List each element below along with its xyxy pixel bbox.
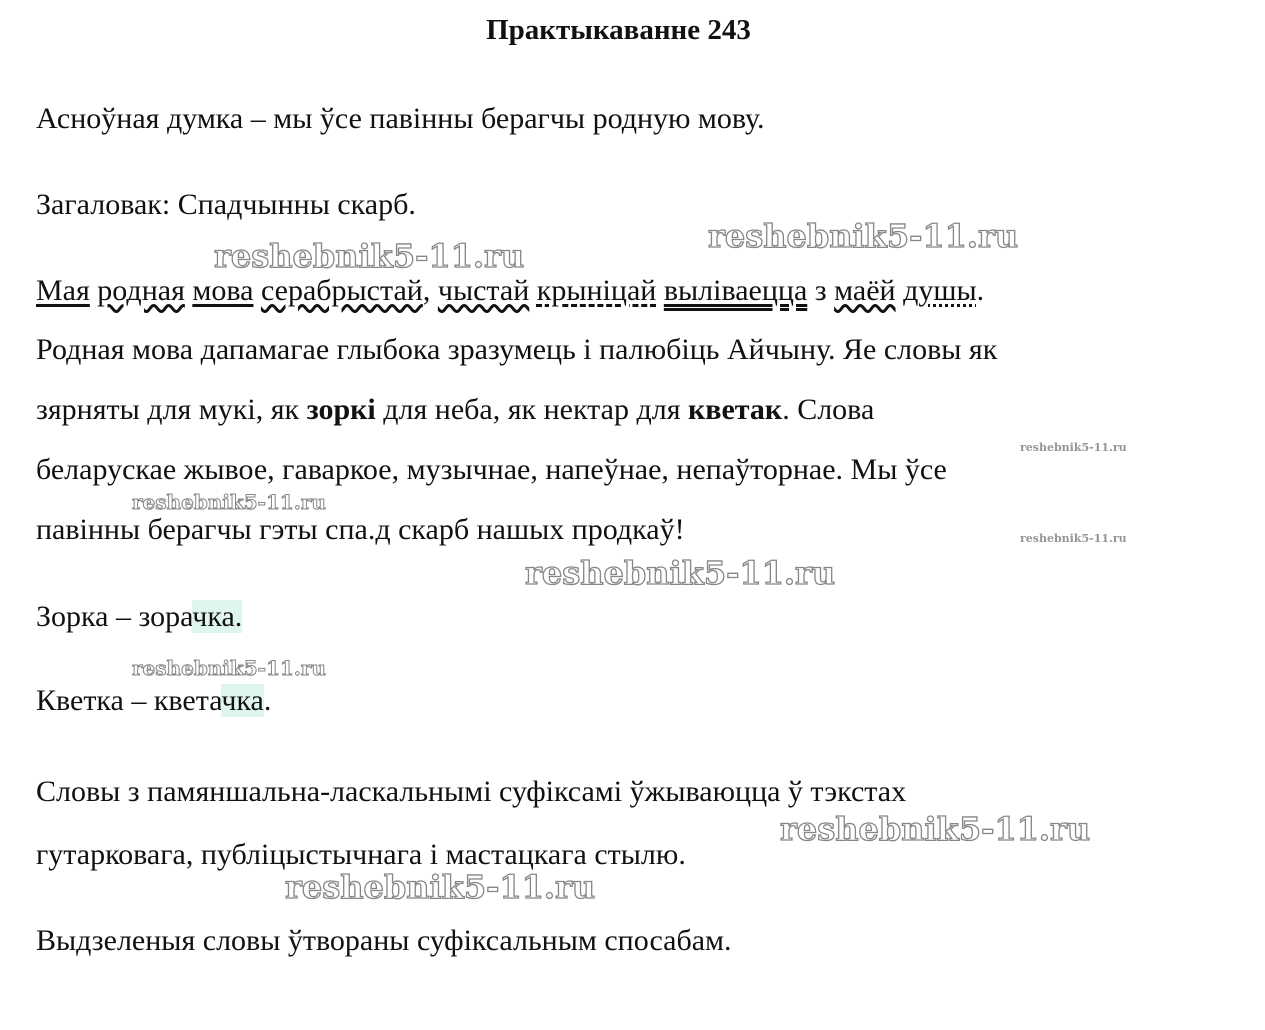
watermark: reshebnik5-11.ru — [1020, 441, 1127, 454]
attribute-word: серабрыстай — [260, 274, 423, 307]
watermark: reshebnik5-11.ru — [132, 490, 326, 514]
bold-word: кветак — [688, 393, 783, 426]
watermark: reshebnik5-11.ru — [708, 217, 1019, 255]
text-line-5: павінны берагчы гэты спа.д скарб нашых продкаў! — [36, 513, 685, 546]
watermark: reshebnik5-11.ru — [285, 868, 596, 906]
adverbial-word: крыніцай — [536, 274, 657, 307]
highlighted-suffix: чка — [221, 684, 264, 717]
text-line-1: Мая родная мова серабрыстай, чыстай крыніцай выліваецца з маёй душы. — [36, 274, 985, 307]
watermark: reshebnik5-11.ru — [1020, 532, 1127, 545]
text-line-2: Родная мова дапамагае глыбока зразумець і палюбіць Айчыну. Яе словы як — [36, 333, 998, 366]
watermark: reshebnik5-11.ru — [132, 656, 326, 680]
conclusion-line-2: гутарковага, публіцыстычнага і мастацкага стылю. — [36, 838, 686, 871]
example-1: Зорка – зорачка. — [36, 600, 243, 633]
bold-word: зоркі — [306, 393, 376, 426]
watermark: reshebnik5-11.ru — [780, 810, 1091, 848]
conclusion-line-3: Выдзеленыя словы ўтвораны суфіксальным спосабам. — [36, 924, 732, 957]
predicate-word: выліваецца — [663, 274, 808, 307]
text-line-4: беларускае жывое, гаваркое, музычнае, напеўнае, непаўторнае. Мы ўсе — [36, 453, 947, 486]
watermark: reshebnik5-11.ru — [525, 554, 836, 592]
subject-word: Мая — [36, 274, 90, 307]
heading-line: Загаловак: Спадчынны скарб. — [36, 188, 416, 221]
highlighted-suffix: чка — [192, 600, 235, 633]
attribute-word: маёй — [834, 274, 896, 307]
page-title: Практыкаванне 243 — [486, 14, 751, 46]
object-word: душы — [903, 274, 977, 307]
attribute-word: чыстай — [437, 274, 530, 307]
main-idea: Асноўная думка – мы ўсе павінны берагчы родную мову. — [36, 102, 765, 135]
conclusion-line-1: Словы з памяншальна-ласкальнымі суфіксамі ўжываюцца ў тэкстах — [36, 775, 907, 808]
subject-word: мова — [192, 274, 254, 307]
text-line-3: зярняты для мукі, як зоркі для неба, як нектар для кветак. Слова — [36, 393, 875, 426]
attribute-word: родная — [97, 274, 185, 307]
example-2: Кветка – кветачка. — [36, 684, 272, 717]
watermark: reshebnik5-11.ru — [214, 237, 525, 275]
